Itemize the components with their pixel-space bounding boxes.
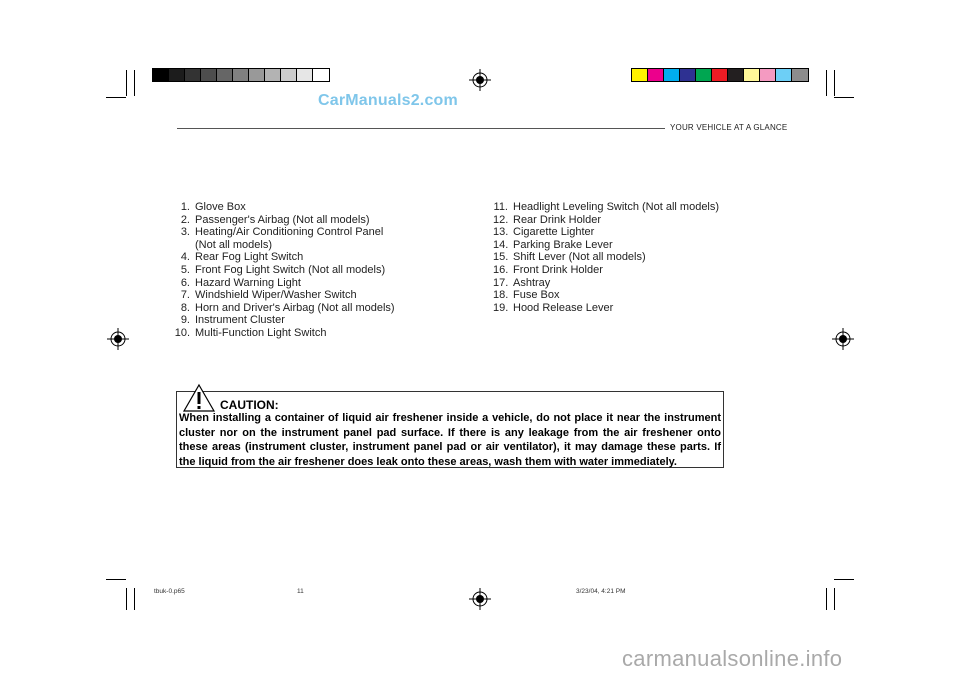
item-number: 4. bbox=[180, 251, 190, 264]
item-number: 2. bbox=[180, 213, 190, 226]
color-swatch bbox=[153, 69, 169, 81]
warning-triangle-icon bbox=[182, 383, 216, 413]
item-label: Fuse Box bbox=[513, 289, 560, 302]
color-swatch bbox=[728, 69, 744, 81]
list-item bbox=[493, 251, 719, 264]
item-number: 1. bbox=[180, 201, 190, 213]
list-item bbox=[493, 289, 719, 302]
list-item bbox=[174, 214, 395, 227]
item-label: Parking Brake Lever bbox=[513, 238, 613, 251]
item-number: 9. bbox=[180, 314, 190, 327]
list-item bbox=[174, 251, 395, 264]
item-number: 11. bbox=[493, 201, 508, 213]
site-watermark: carmanualsonline.info bbox=[622, 646, 843, 671]
item-number: 7. bbox=[180, 289, 190, 302]
item-label: Front Drink Holder bbox=[513, 263, 603, 276]
item-label: Hood Release Lever bbox=[513, 301, 614, 314]
item-label: Rear Fog Light Switch bbox=[195, 251, 304, 264]
item-number: 8. bbox=[180, 301, 190, 314]
item-label: Instrument Cluster bbox=[195, 314, 285, 327]
list-item bbox=[174, 264, 395, 277]
color-swatch bbox=[233, 69, 249, 81]
registration-mark-icon bbox=[469, 69, 491, 91]
color-swatch bbox=[201, 69, 217, 81]
item-number: 13. bbox=[493, 226, 509, 239]
list-item bbox=[174, 302, 395, 315]
section-title: YOUR VEHICLE AT A GLANCE bbox=[670, 123, 788, 132]
color-swatch bbox=[664, 69, 680, 81]
color-swatch bbox=[217, 69, 233, 81]
item-label: Cigarette Lighter bbox=[513, 226, 595, 239]
color-swatch bbox=[680, 69, 696, 81]
item-label: Windshield Wiper/Washer Switch bbox=[195, 289, 357, 302]
item-label: Headlight Leveling Switch (Not all models) bbox=[513, 201, 720, 213]
gray-calibration-bar bbox=[152, 68, 330, 82]
list-item bbox=[493, 201, 719, 214]
item-label: Front Fog Light Switch (Not all models) bbox=[195, 263, 386, 276]
component-list-left bbox=[174, 201, 395, 340]
item-number: 17. bbox=[493, 276, 509, 289]
watermark: CarManuals2.com bbox=[318, 92, 458, 109]
item-label: Multi-Function Light Switch bbox=[195, 326, 327, 339]
list-item bbox=[493, 226, 719, 239]
color-swatch bbox=[792, 69, 808, 81]
color-swatch bbox=[632, 69, 648, 81]
color-swatch bbox=[712, 69, 728, 81]
item-number: 6. bbox=[180, 276, 190, 289]
color-swatch bbox=[696, 69, 712, 81]
item-number: 15. bbox=[493, 251, 509, 264]
item-label: Glove Box bbox=[195, 201, 246, 213]
color-swatch bbox=[185, 69, 201, 81]
color-calibration-bar bbox=[631, 68, 809, 82]
item-label: Passenger's Airbag (Not all models) bbox=[195, 213, 370, 226]
color-swatch bbox=[776, 69, 792, 81]
item-label: Rear Drink Holder bbox=[513, 213, 602, 226]
item-number: 16. bbox=[493, 263, 509, 276]
color-swatch bbox=[744, 69, 760, 81]
list-item bbox=[174, 201, 395, 214]
list-item bbox=[493, 264, 719, 277]
footer-file: tbuk-0.p65 bbox=[154, 588, 185, 595]
item-label: Heating/Air Conditioning Control Panel bbox=[195, 226, 384, 239]
footer-date: 3/23/04, 4:21 PM bbox=[576, 588, 626, 595]
list-item bbox=[174, 327, 395, 340]
item-number: 3. bbox=[180, 226, 190, 239]
list-item bbox=[174, 277, 395, 290]
item-label: Shift Lever (Not all models) bbox=[513, 251, 646, 264]
list-item bbox=[174, 289, 395, 302]
list-item bbox=[493, 214, 719, 227]
color-swatch bbox=[297, 69, 313, 81]
registration-mark-icon bbox=[107, 328, 129, 350]
item-number: 14. bbox=[493, 238, 509, 251]
list-item bbox=[174, 239, 395, 252]
item-number: 18. bbox=[493, 289, 509, 302]
list-item bbox=[174, 226, 395, 239]
color-swatch bbox=[265, 69, 281, 81]
caution-title: CAUTION: bbox=[220, 398, 279, 412]
header-rule bbox=[177, 128, 665, 129]
item-label: Horn and Driver's Airbag (Not all models) bbox=[195, 301, 395, 314]
component-list-right bbox=[493, 201, 719, 314]
color-swatch bbox=[313, 69, 329, 81]
color-swatch bbox=[249, 69, 265, 81]
item-number: 12. bbox=[493, 213, 509, 226]
color-swatch bbox=[760, 69, 776, 81]
list-item bbox=[174, 314, 395, 327]
item-label: Hazard Warning Light bbox=[195, 276, 301, 289]
registration-mark-icon bbox=[469, 588, 491, 610]
item-number: 10. bbox=[174, 326, 190, 339]
color-swatch bbox=[281, 69, 297, 81]
footer-page: 11 bbox=[297, 588, 304, 595]
item-label: (Not all models) bbox=[195, 238, 273, 251]
caution-text: When installing a container of liquid air freshener inside a vehicle, do not place it near the instrument cluster nor on the instrument panel pad surface. If there is any leakage from the air freshener onto these areas (instrument cluster, instrument panel pad or air ventilator), it may damage these parts. If the liquid from the air freshener does leak onto these areas, wash them with water immediately. bbox=[179, 412, 721, 468]
item-number: 5. bbox=[180, 263, 190, 276]
color-swatch bbox=[169, 69, 185, 81]
color-swatch bbox=[648, 69, 664, 81]
registration-mark-icon bbox=[832, 328, 854, 350]
list-item bbox=[493, 302, 719, 315]
item-number: 19. bbox=[493, 301, 509, 314]
item-label: Ashtray bbox=[513, 276, 551, 289]
list-item bbox=[493, 239, 719, 252]
list-item bbox=[493, 277, 719, 290]
